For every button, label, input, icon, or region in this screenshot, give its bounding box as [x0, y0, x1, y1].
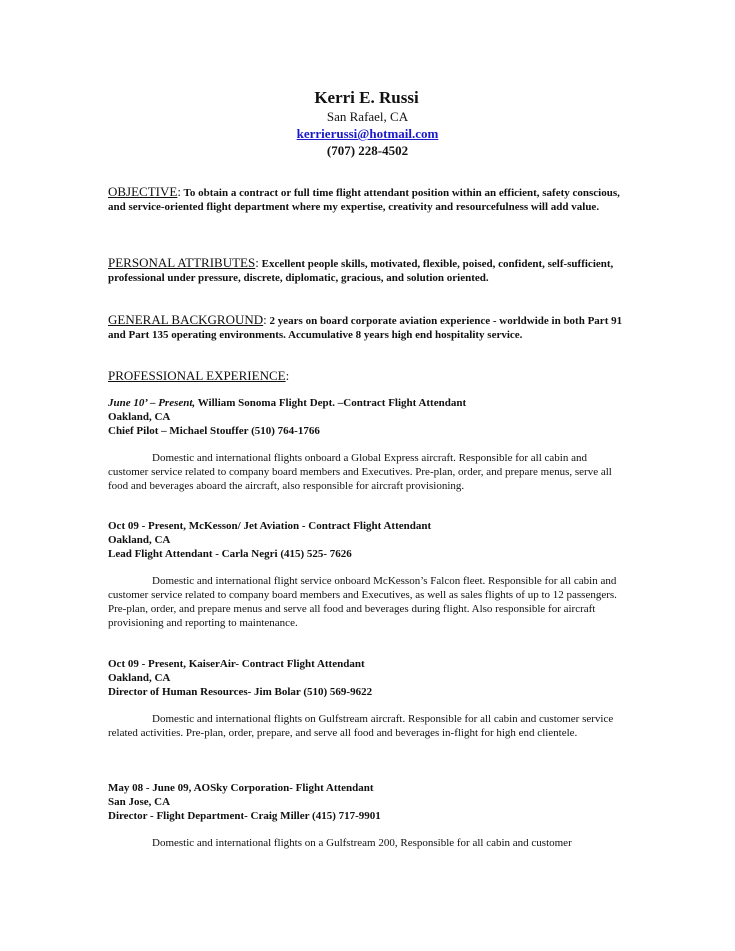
job-reference: Director - Flight Department- Craig Miller (415) 717-9901: [108, 809, 381, 822]
objective-section: OBJECTIVE: To obtain a contract or full time flight attendant position within an efficient, safety conscious, and service-oriented flight department where my expertise, creativity and resourcefulness will add value.: [108, 184, 620, 213]
job-reference: Chief Pilot – Michael Stouffer (510) 764-1766: [108, 424, 320, 437]
candidate-email-link[interactable]: kerrierussi@hotmail.com: [296, 126, 439, 141]
job-dates: May 08 - June 09,: [108, 782, 192, 794]
job-entry: [108, 397, 628, 494]
attributes-text: Excellent people skills, motivated, flexible, poised, confident, self-sufficient, professional under pressure, discrete, diplomatic, gracious, and solution oriented.: [108, 258, 614, 284]
job-title-line: [108, 397, 628, 411]
job-dates: Oct 09 - Present,: [108, 658, 186, 670]
job-reference: Director of Human Resources- Jim Bolar (510) 569-9622: [108, 685, 373, 698]
job-location: Oakland, CA: [108, 410, 171, 423]
job-title: AOSky Corporation- Flight Attendant: [191, 782, 374, 794]
job-title-line: [108, 782, 628, 796]
job-title: KaiserAir- Contract Flight Attendant: [186, 658, 365, 670]
job-description: Domestic and international flights onboard a Global Express aircraft. Responsible for all cabin and customer service related to company board members and Executives. Pre-plan, order, and prepare menus, serve all food and beverages aboard the aircraft, also responsible for aircraft provisioning.: [108, 452, 612, 492]
background-heading: GENERAL BACKGROUND: [108, 312, 264, 327]
objective-heading: OBJECTIVE: [108, 184, 178, 199]
job-dates: Oct 09 - Present,: [108, 520, 186, 532]
background-section: GENERAL BACKGROUND: 2 years on board corporate aviation experience - worldwide in both Part 91 and Part 135 operating environments. Accumulative 8 years high end hospitality service.: [108, 312, 623, 341]
job-entry: [108, 520, 628, 631]
job-description: Domestic and international flights on a Gulfstream 200, Responsible for all cabin and customer: [152, 837, 572, 850]
job-entry: [108, 658, 628, 741]
job-description: Domestic and international flights on Gulfstream aircraft. Responsible for all cabin and customer service related activities. Pre-plan, order, prepare, and serve all food and beverages in-flight for high end clientele.: [108, 713, 614, 740]
job-reference: Lead Flight Attendant - Carla Negri (415) 525- 7626: [108, 547, 352, 560]
job-location: Oakland, CA: [108, 671, 171, 684]
candidate-phone: (707) 228-4502: [326, 143, 409, 158]
job-title: William Sonoma Flight Dept. –Contract Flight Attendant: [195, 397, 467, 409]
job-title-line: [108, 658, 628, 672]
background-text: 2 years on board corporate aviation experience - worldwide in both Part 91 and Part 135 operating environments. Accumulative 8 years high end hospitality service.: [108, 315, 623, 341]
objective-text: To obtain a contract or full time flight attendant position within an efficient, safety conscious, and service-oriented flight department where my expertise, creativity and resourcefulness will add value.: [108, 187, 620, 213]
job-dates: June 10’ – Present,: [108, 397, 196, 409]
attributes-heading: PERSONAL ATTRIBUTES: [108, 255, 256, 270]
candidate-location: San Rafael, CA: [326, 109, 409, 124]
attributes-section: PERSONAL ATTRIBUTES: Excellent people skills, motivated, flexible, poised, confident, self-sufficient, professional under pressure, discrete, diplomatic, gracious, and solution oriented.: [108, 255, 614, 284]
job-description: Domestic and international flight service onboard McKesson’s Falcon fleet. Responsible for all cabin and customer service related to company board members and Executives, as well as sales flights of up to 12 passengers. Pre-plan, order, and prepare menus and serve all food and beverages during flight. Also responsible for aircraft provisioning and reporting to maintenance.: [108, 575, 617, 629]
job-title: McKesson/ Jet Aviation - Contract Flight Attendant: [186, 520, 432, 532]
experience-heading-block: PROFESSIONAL EXPERIENCE:: [108, 368, 290, 383]
job-entry: [108, 782, 628, 851]
job-title-line: [108, 520, 628, 534]
candidate-name: Kerri E. Russi: [314, 88, 419, 107]
job-location: Oakland, CA: [108, 533, 171, 546]
contact-header: [0, 88, 735, 159]
experience-heading: PROFESSIONAL EXPERIENCE: [108, 368, 286, 383]
job-location: San Jose, CA: [108, 795, 171, 808]
